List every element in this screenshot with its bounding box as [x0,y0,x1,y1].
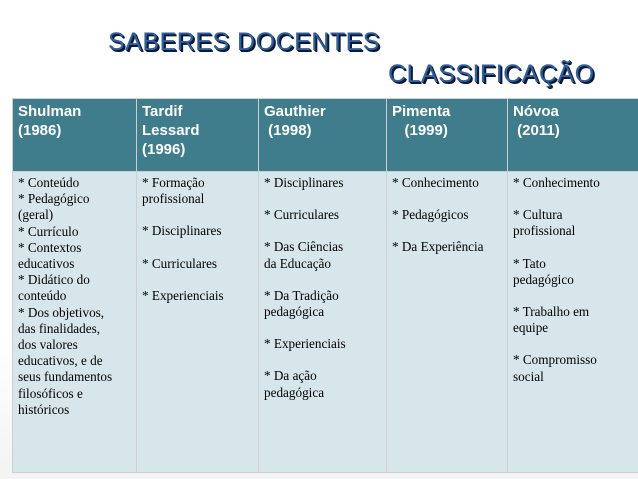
item-line: profissional [513,223,576,239]
item-line: pedagógico [513,271,574,287]
header-cell-tardif-lessard [137,99,259,172]
body-cell-pimenta [387,172,508,473]
header-line: Gauthier [264,103,326,120]
header-cell-pimenta [387,99,508,172]
line-gap [142,207,253,223]
item-line: * Contextos [18,239,82,255]
body-cell-tardif-lessard [137,172,259,473]
item-line: da Educação [264,255,331,271]
item-line: equipe [513,320,549,336]
item-line: das finalidades, [18,320,101,336]
item-line: dos valores [18,337,78,353]
item-line: * Conteúdo [18,175,80,190]
item-line: * Tato [513,255,546,271]
header-line: Shulman [18,103,82,120]
item-line: * Da Experiência [392,239,484,255]
line-gap [264,320,381,336]
classification-table [12,98,638,473]
body-cell-shulman [13,172,137,473]
header-line: Pimenta [392,103,451,120]
item-line: * Trabalho em [513,304,590,320]
header-line: (1996) [142,141,186,158]
item-line: * Disciplinares [142,223,222,239]
item-line: * Conhecimento [513,175,600,190]
item-line: * Da ação [264,368,317,384]
item-line: * Cultura [513,207,563,223]
line-gap [392,191,502,207]
header-cell-gauthier [259,99,387,172]
item-line: * Conhecimento [392,175,479,190]
header-line: (1986) [18,122,62,139]
line-gap [513,240,633,256]
item-line: * Disciplinares [264,175,344,190]
item-line: * Curriculares [142,255,218,271]
header-line: Tardif [142,103,183,120]
item-line: filosóficos e [18,385,83,401]
line-gap [513,191,633,207]
item-line: * Curriculares [264,207,340,223]
header-line: (1998) [264,122,312,139]
body-cell-novoa [508,172,638,473]
line-gap [264,223,381,239]
table-header-row [13,99,638,172]
item-line: pedagógica [264,304,325,320]
line-gap [142,240,253,256]
item-line: (geral) [18,207,54,223]
item-line: educativos [18,256,75,272]
item-line: pedagógica [264,384,325,400]
item-line: * Compromisso [513,352,597,368]
item-line: * Experienciais [264,336,346,352]
item-line: * Pedagógico [18,191,90,207]
line-gap [392,223,502,239]
item-line: conteúdo [18,288,67,304]
header-cell-novoa [508,99,638,172]
item-line: * Pedagógicos [392,207,469,223]
line-gap [264,191,381,207]
item-line: * Didático do [18,272,90,288]
header-line: Nóvoa [513,103,559,120]
item-line: educativos, e de [18,353,103,369]
item-line: profissional [142,191,205,207]
line-gap [142,272,253,288]
header-line: Lessard [142,122,200,139]
slide-title: SABERES DOCENTES [108,28,380,56]
item-line: * Das Ciências [264,239,344,255]
slide-subtitle: CLASSIFICAÇÃO [388,60,595,88]
header-line: (1999) [392,122,448,139]
item-line: históricos [18,401,70,417]
item-line: * Formação [142,175,205,190]
line-gap [264,272,381,288]
line-gap [513,336,633,352]
item-line: * Currículo [18,223,79,239]
line-gap [264,352,381,368]
item-line: * Dos objetivos, [18,304,105,320]
item-line: * Experienciais [142,287,224,303]
item-line: social [513,368,544,384]
body-cell-gauthier [259,172,387,473]
table-body-row [13,172,638,473]
line-gap [513,288,633,304]
header-line: (2011) [513,122,560,139]
header-cell-shulman [13,99,137,172]
item-line: * Da Tradição [264,287,339,303]
item-line: seus fundamentos [18,369,113,385]
